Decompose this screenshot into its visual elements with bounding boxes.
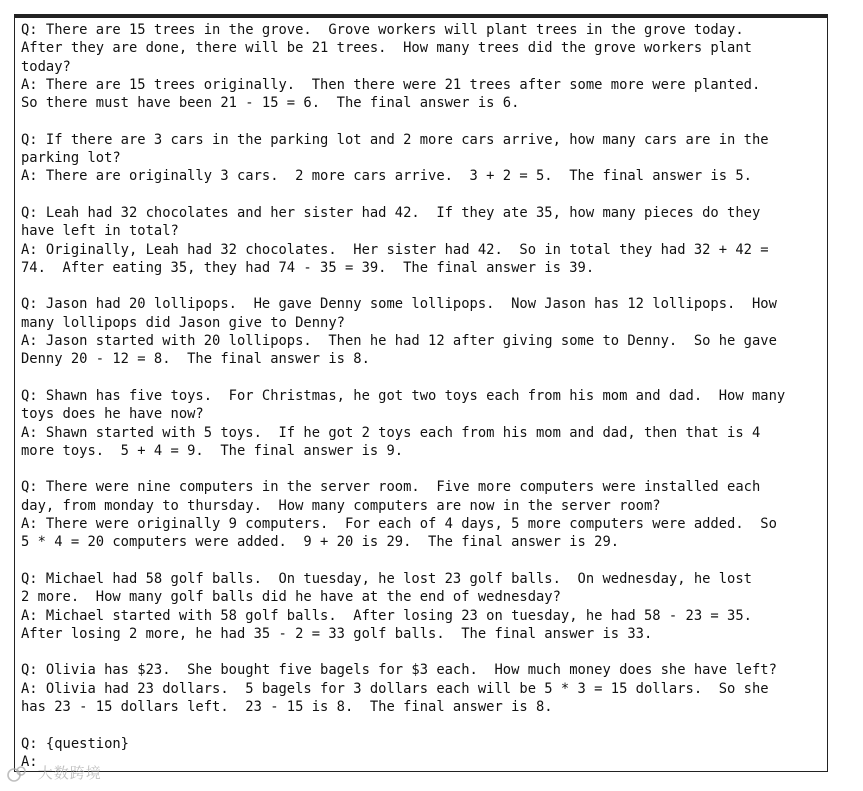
watermark-text: 大数跨境 bbox=[37, 764, 102, 782]
blank-line bbox=[21, 643, 821, 661]
text-line: parking lot? bbox=[21, 150, 121, 167]
text-line: After they are done, there will be 21 trees. How many trees did the grove workers plant bbox=[21, 40, 752, 57]
text-line: Q: There are 15 trees in the grove. Grove workers will plant trees in the grove today. bbox=[21, 22, 744, 38]
text-line: has 23 - 15 dollars left. 23 - 15 is 8. The final answer is 8. bbox=[21, 698, 553, 715]
text-line: Q: Olivia has $23. She bought five bagels for $3 each. How much money does she have left? bbox=[21, 662, 777, 679]
text-line: toys does he have now? bbox=[21, 406, 204, 423]
text-line: A: Michael started with 58 golf balls. After losing 23 on tuesday, he had 58 - 23 = 35. bbox=[21, 607, 752, 624]
text-line: Q: Michael had 58 golf balls. On tuesday, he lost 23 golf balls. On wednesday, he lost bbox=[21, 570, 752, 587]
blank-line bbox=[21, 552, 821, 570]
watermark bbox=[6, 762, 102, 783]
text-line: A: bbox=[21, 753, 38, 770]
text-line: Q: Leah had 32 chocolates and her sister had 42. If they ate 35, how many pieces do they bbox=[21, 204, 761, 221]
text-line: more toys. 5 + 4 = 9. The final answer is 9. bbox=[21, 442, 404, 459]
text-line: have left in total? bbox=[21, 223, 179, 240]
blank-line bbox=[21, 112, 821, 130]
text-line: Q: Jason had 20 lollipops. He gave Denny some lollipops. Now Jason has 12 lollipops. How bbox=[21, 296, 777, 313]
text-line: A: There were originally 9 computers. For each of 4 days, 5 more computers were added. So bbox=[21, 516, 777, 533]
text-line: Q: There were nine computers in the server room. Five more computers were installed each bbox=[21, 479, 761, 496]
watermark-logo-icon bbox=[6, 765, 28, 783]
text-line: A: There are 15 trees originally. Then there were 21 trees after some more were planted. bbox=[21, 76, 761, 93]
text-line: A: Originally, Leah had 32 chocolates. Her sister had 42. So in total they had 32 + 42 = bbox=[21, 241, 769, 258]
text-line: 2 more. How many golf balls did he have at the end of wednesday? bbox=[21, 589, 561, 606]
text-line: Q: Shawn has five toys. For Christmas, he got two toys each from his mom and dad. How many bbox=[21, 387, 786, 404]
text-line: So there must have been 21 - 15 = 6. The final answer is 6. bbox=[21, 95, 520, 112]
text-line: A: There are originally 3 cars. 2 more cars arrive. 3 + 2 = 5. The final answer is 5. bbox=[21, 168, 752, 185]
text-line: A: Olivia had 23 dollars. 5 bagels for 3 dollars each will be 5 * 3 = 15 dollars. So she bbox=[21, 680, 769, 697]
text-line: 5 * 4 = 20 computers were added. 9 + 20 is 29. The final answer is 29. bbox=[21, 534, 620, 551]
text-line: today? bbox=[21, 58, 71, 75]
blank-line bbox=[21, 460, 821, 478]
text-line: 74. After eating 35, they had 74 - 35 = 39. The final answer is 39. bbox=[21, 259, 595, 276]
text-line: A: Jason started with 20 lollipops. Then he had 12 after giving some to Denny. So he gave bbox=[21, 333, 777, 350]
text-line: After losing 2 more, he had 35 - 2 = 33 golf balls. The final answer is 33. bbox=[21, 625, 653, 642]
blank-line bbox=[21, 277, 821, 295]
text-line: Denny 20 - 12 = 8. The final answer is 8. bbox=[21, 351, 370, 368]
prompt-frame bbox=[14, 14, 828, 772]
blank-line bbox=[21, 186, 821, 204]
text-line: Q: {question} bbox=[21, 735, 129, 752]
text-line: Q: If there are 3 cars in the parking lot and 2 more cars arrive, how many cars are in the bbox=[21, 131, 769, 148]
blank-line bbox=[21, 716, 821, 734]
prompt-text-block bbox=[21, 21, 821, 771]
text-line: A: Shawn started with 5 toys. If he got 2 toys each from his mom and dad, then that is 4 bbox=[21, 424, 761, 441]
text-line: day, from monday to thursday. How many computers are now in the server room? bbox=[21, 497, 661, 514]
text-line: many lollipops did Jason give to Denny? bbox=[21, 314, 345, 331]
blank-line bbox=[21, 369, 821, 387]
